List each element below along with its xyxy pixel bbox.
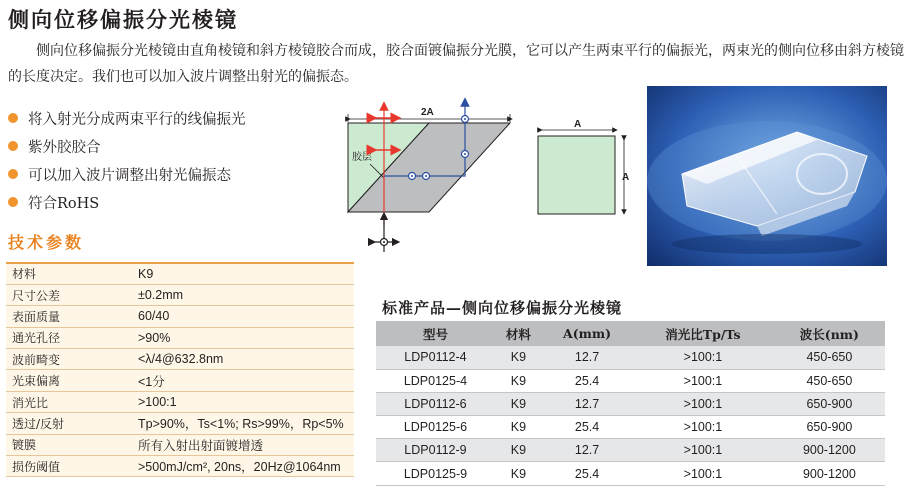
cell-material: K9 [495,462,542,485]
feature-item [8,132,246,160]
standard-products-heading: 标准产品—侧向位移偏振分光棱镜 [382,299,623,317]
spec-value: <1分 [132,370,354,391]
spec-label: 波前畸变 [6,349,132,370]
spec-value: >500mJ/cm², 20ns，20Hz@1064nm [132,456,354,477]
cell-wavelength: 900-1200 [774,462,885,485]
column-header-material: 材料 [495,321,542,346]
table-row [6,263,354,284]
cell-size: 25.4 [542,369,632,392]
cell-wavelength: 650-900 [774,392,885,415]
table-row [6,284,354,305]
feature-item [8,188,246,216]
table-row [6,434,354,455]
table-row [376,346,885,369]
cell-model: LDP0112-4 [376,346,495,369]
bullet-dot-icon [8,141,18,151]
table-row [6,370,354,391]
product-description: 侧向位移偏振分光棱镜由直角棱镜和斜方棱镜胶合而成，胶合面镀偏振分光膜，它可以产生两束平行的偏振光，两束光的侧向位移由斜方棱镜的长度决定。我们也可以加入波片调整出射光的偏振态。 [8,43,904,85]
feature-text: 紫外胶胶合 [28,139,101,156]
cell-material: K9 [495,416,542,439]
dimension-label-a-right: A [622,172,630,183]
table-header-row [376,321,885,346]
spec-label: 光束偏离 [6,370,132,391]
table-row [6,349,354,370]
dimension-label-2a: 2A [421,107,434,118]
spec-label: 材料 [6,263,132,284]
cell-size: 25.4 [542,416,632,439]
table-row [376,392,885,415]
spec-label: 损伤阈值 [6,456,132,477]
cell-wavelength: 650-900 [774,416,885,439]
cell-wavelength: 450-650 [774,346,885,369]
spec-label: 通光孔径 [6,327,132,348]
table-row [376,369,885,392]
cell-model: LDP0125-6 [376,416,495,439]
bullet-dot-icon [8,197,18,207]
cell-model: LDP0112-6 [376,392,495,415]
feature-text: 符合RoHS [28,195,100,212]
table-row [6,306,354,327]
cell-model: LDP0112-9 [376,439,495,462]
cell-size: 12.7 [542,439,632,462]
column-header-extinction: 消光比Tp/Ts [632,321,774,346]
spec-value: Tp>90%，Ts<1%; Rs>99%，Rp<5% [132,413,354,434]
cell-wavelength: 900-1200 [774,439,885,462]
spec-value: K9 [132,263,354,284]
spec-heading: 技术参数 [8,233,85,252]
spec-value: >90% [132,327,354,348]
table-row [6,456,354,477]
cell-extinction: >100:1 [632,439,774,462]
column-header-wavelength: 波长(nm) [774,321,885,346]
table-row [376,439,885,462]
spec-label: 尺寸公差 [6,284,132,305]
bullet-dot-icon [8,169,18,179]
cell-size: 25.4 [542,462,632,485]
cell-size: 12.7 [542,346,632,369]
feature-list [8,104,246,216]
table-row [6,327,354,348]
table-row [6,413,354,434]
spec-value: 60/40 [132,306,354,327]
cell-wavelength: 450-650 [774,369,885,392]
spec-value: 所有入射出射面镀增透 [132,434,354,455]
feature-item [8,104,246,132]
table-row [376,416,885,439]
page-title: 侧向位移偏振分光棱镜 [8,7,238,32]
spec-value: >100:1 [132,391,354,412]
cell-size: 12.7 [542,392,632,415]
cell-material: K9 [495,439,542,462]
cell-model: LDP0125-9 [376,462,495,485]
feature-text: 可以加入波片调整出射光偏振态 [28,167,231,184]
table-row [6,391,354,412]
spec-label: 表面质量 [6,306,132,327]
prism-end-view [538,136,615,214]
bullet-dot-icon [8,113,18,123]
spec-value: <λ/4@632.8nm [132,349,354,370]
spec-label: 透过/反射 [6,413,132,434]
cell-extinction: >100:1 [632,462,774,485]
dimension-label-a-top: A [574,119,582,130]
cell-material: K9 [495,392,542,415]
column-header-model: 型号 [376,321,495,346]
cell-extinction: >100:1 [632,392,774,415]
table-row [376,462,885,485]
glue-layer-label: 胶层 [352,152,372,163]
cell-extinction: >100:1 [632,416,774,439]
column-header-size: A(mm) [542,321,632,346]
cell-material: K9 [495,369,542,392]
spec-label: 镀膜 [6,434,132,455]
product-photo [647,86,887,266]
cell-material: K9 [495,346,542,369]
spec-label: 消光比 [6,391,132,412]
cell-extinction: >100:1 [632,369,774,392]
prism-diagram [340,92,640,254]
feature-text: 将入射光分成两束平行的线偏振光 [28,111,246,128]
cell-model: LDP0125-4 [376,369,495,392]
feature-item [8,160,246,188]
spec-table [6,262,354,477]
cell-extinction: >100:1 [632,346,774,369]
spec-value: ±0.2mm [132,284,354,305]
standard-products-table [376,321,885,486]
